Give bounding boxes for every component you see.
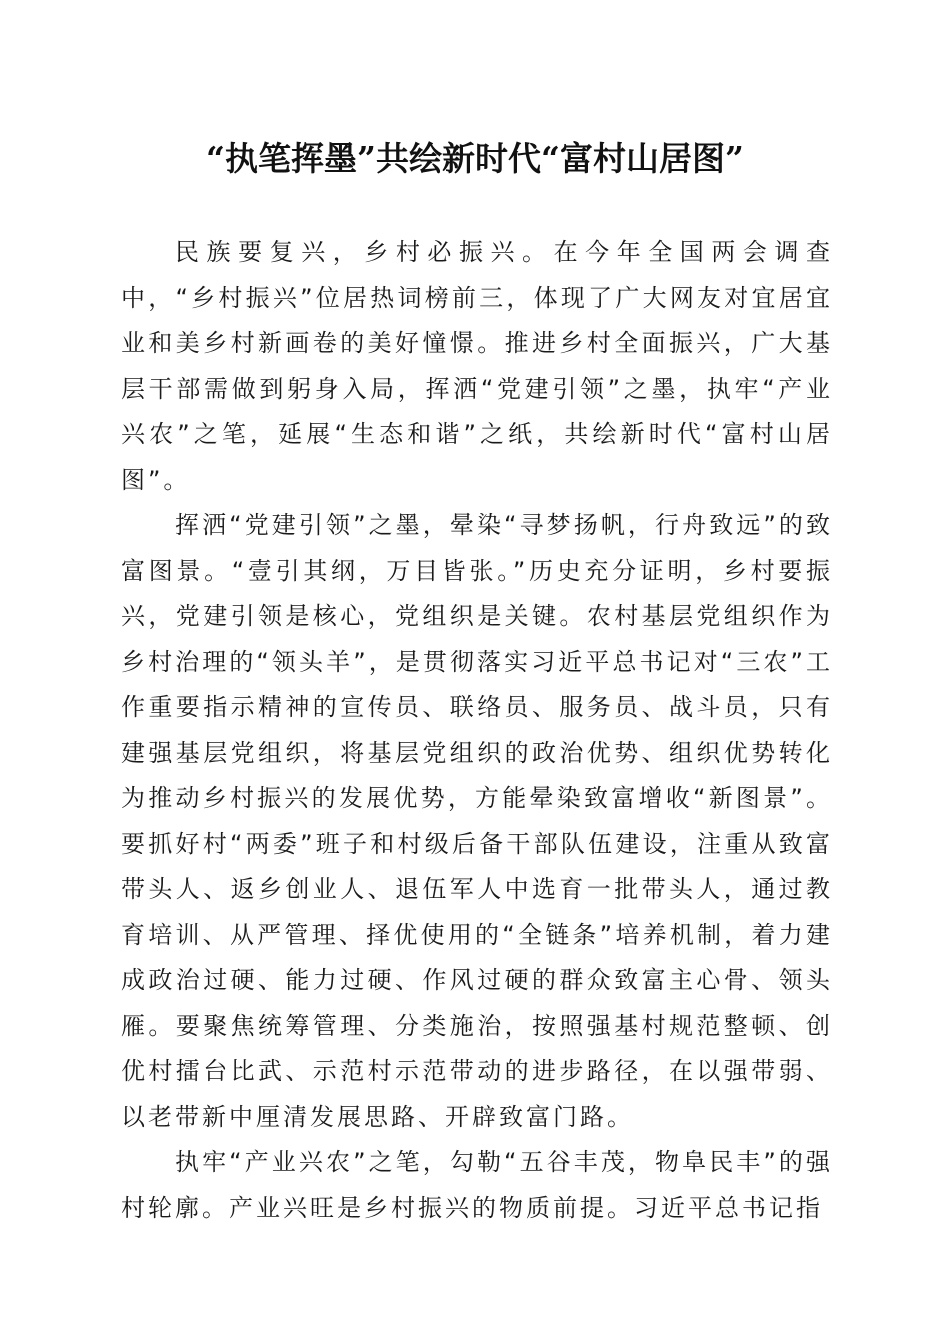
paragraph-2: 挥洒“党建引领”之墨，晕染“寻梦扬帆，行舟致远”的致富图景。“壹引其纲，万目皆张。”历史充分证明，乡村要振兴，党建引领是核心，党组织是关键。农村基层党组织作为乡村治理的“领头羊”，是贯彻落实习近平总书记对“三农”工作重要指示精神的宣传员、联络员、服务员、战斗员，只有建强基层党组织，将基层党组织的政治优势、组织优势转化为推动乡村振兴的发展优势，方能晕染致富增收“新图景”。要抓好村“两委”班子和村级后备干部队伍建设，注重从致富带头人、返乡创业人、退伍军人中选育一批带头人，通过教育培训、从严管理、择优使用的“全链条”培养机制，着力建成政治过硬、能力过硬、作风过硬的群众致富主心骨、领头雁。要聚焦统筹管理、分类施治，按照强基村规范整顿、创优村擂台比武、示范村示范带动的进步路径，在以强带弱、以老带新中厘清发展思路、开辟致富门路。 (121, 511, 833, 1131)
paragraph-3: 执牢“产业兴农”之笔，勾勒“五谷丰茂，物阜民丰”的强村轮廓。产业兴旺是乡村振兴的物质前提。习近平总书记指 (121, 1148, 833, 1222)
document-title: “执笔挥墨”共绘新时代“富村山居图” (206, 139, 744, 178)
document-body (121, 230, 833, 1231)
paragraph-1: 民族要复兴，乡村必振兴。在今年全国两会调查中，“乡村振兴”位居热词榜前三，体现了广大网友对宜居宜业和美乡村新画卷的美好憧憬。推进乡村全面振兴，广大基层干部需做到躬身入局，挥洒“党建引领”之墨，执牢“产业兴农”之笔，延展“生态和谐”之纸，共绘新时代“富村山居图”。 (121, 238, 833, 494)
